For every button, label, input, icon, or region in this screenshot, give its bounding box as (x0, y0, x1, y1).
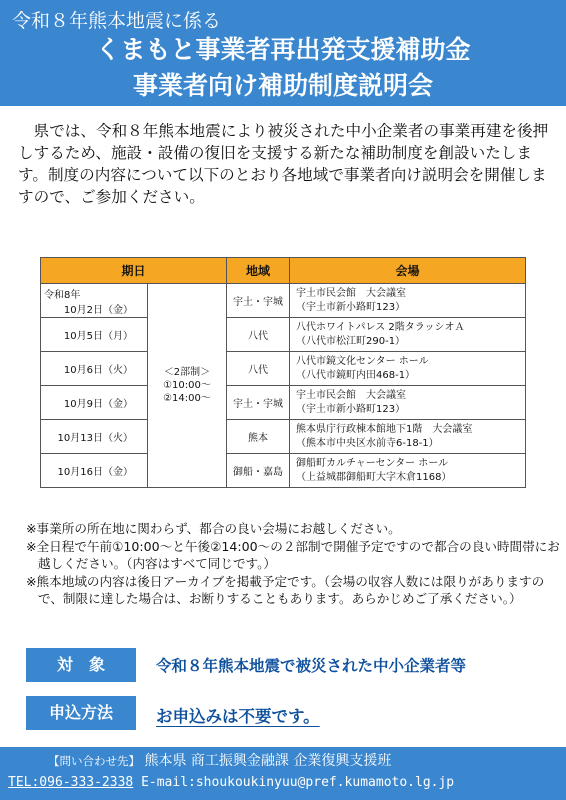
schedule-table (40, 257, 526, 488)
venue-address: （八代市松江町290-1） (296, 335, 406, 347)
date-text: 10月13日（火） (57, 433, 133, 444)
contact-footer (0, 747, 566, 800)
region-cell: 宇土・宇城 (227, 386, 290, 420)
date-cell (41, 420, 148, 454)
year-label: 令和8年 (44, 289, 81, 301)
table-header-row (41, 258, 526, 284)
apply-method-value: お申込みは不要です。 (156, 707, 320, 726)
region-cell: 八代 (227, 352, 290, 386)
table-row (41, 420, 526, 454)
title-line-2: くまもと事業者再出発支援補助金 (95, 35, 471, 64)
contact-label: 【問い合わせ先】 (48, 754, 140, 768)
title-banner (0, 0, 566, 106)
note-item: ※事業所の所在地に関わらず、都合の良い会場にお越しください。 (26, 521, 401, 536)
date-cell (41, 454, 148, 488)
intro-paragraph: 県では、令和８年熊本地震により被災された中小企業者の事業再建を後押しするため、施設・設備の復旧を支援する新たな補助制度を創設いたします。制度の内容について以下のとおり各地域で事業者向け説明会を開催しますので、ご参加ください。 (18, 122, 549, 206)
venue-name: 八代ホワイトパレス 2階タラッシオＡ (296, 321, 465, 333)
time-cell (148, 284, 227, 488)
contact-org-line (48, 750, 391, 770)
phone-link[interactable]: TEL:096-333-2338 (8, 775, 134, 790)
table-row (41, 318, 526, 352)
note-item: ※全日程で午前①10:00～と午後②14:00～の２部制で開催予定ですので都合の良い時間帯にお越しください。（内容はすべて同じです。） (26, 538, 560, 571)
table-row (41, 352, 526, 386)
time-line-1: ＜2部制＞ (163, 367, 211, 378)
venue-name: 御船町カルチャーセンター ホール (296, 457, 449, 469)
note-item: ※熊本地域の内容は後日アーカイブを掲載予定です。（会場の収容人数には限りがありますので、制限に達した場合は、お断りすることもあります。あらかじめご了承ください。） (26, 573, 545, 606)
region-cell: 宇土・宇城 (227, 284, 290, 318)
contact-details (8, 775, 454, 790)
time-line-3: ②14:00～ (163, 393, 211, 404)
header-date: 期日 (41, 258, 227, 284)
venue-address: （上益城郡御船町大字木倉1168） (296, 471, 452, 483)
region-cell: 御船・嘉島 (227, 454, 290, 488)
table-row (41, 284, 526, 318)
contact-org: 熊本県 商工振興金融課 企業復興支援班 (144, 753, 392, 769)
venue-cell (290, 352, 526, 386)
venue-cell (290, 386, 526, 420)
date-text: 10月6日（火） (63, 365, 133, 376)
date-cell (41, 352, 148, 386)
title-line-3: 事業者向け補助制度説明会 (132, 71, 433, 100)
date-cell (41, 318, 148, 352)
date-text: 10月16日（金） (57, 467, 133, 478)
table-row (41, 386, 526, 420)
venue-cell (290, 318, 526, 352)
date-text: 10月9日（金） (63, 399, 133, 410)
venue-name: 宇土市民会館 大会議室 (296, 389, 406, 401)
venue-name: 宇土市民会館 大会議室 (296, 287, 406, 299)
venue-address: （八代市鏡町内田468-1） (296, 369, 416, 381)
venue-cell (290, 420, 526, 454)
venue-name: 八代市鏡文化センター ホール (296, 355, 429, 367)
date-cell (41, 386, 148, 420)
region-cell: 熊本 (227, 420, 290, 454)
venue-address: （熊本市中央区水前寺6-18-1） (296, 437, 439, 449)
venue-name: 熊本県庁行政棟本館地下1階 大会議室 (296, 423, 473, 435)
date-text: 10月5日（月） (63, 331, 133, 342)
title-line-1: 令和８年熊本地震に係る (12, 10, 222, 32)
region-cell: 八代 (227, 318, 290, 352)
time-line-2: ①10:00～ (163, 380, 211, 391)
target-value: 令和８年熊本地震で被災された中小企業者等 (156, 657, 467, 675)
header-venue: 会場 (290, 258, 526, 284)
notes (26, 520, 560, 608)
venue-cell (290, 284, 526, 318)
venue-cell (290, 454, 526, 488)
email-link[interactable]: E-mail:shoukoukinyuu@pref.kumamoto.lg.jp (141, 775, 455, 790)
header-region: 地域 (227, 258, 290, 284)
date-cell (41, 284, 148, 318)
date-text: 10月2日（金） (63, 304, 133, 316)
apply-method-label: 申込方法 (26, 696, 136, 730)
table-row (41, 454, 526, 488)
target-label: 対 象 (26, 648, 136, 682)
venue-address: （宇土市新小路町123） (296, 403, 406, 415)
venue-address: （宇土市新小路町123） (296, 301, 406, 313)
